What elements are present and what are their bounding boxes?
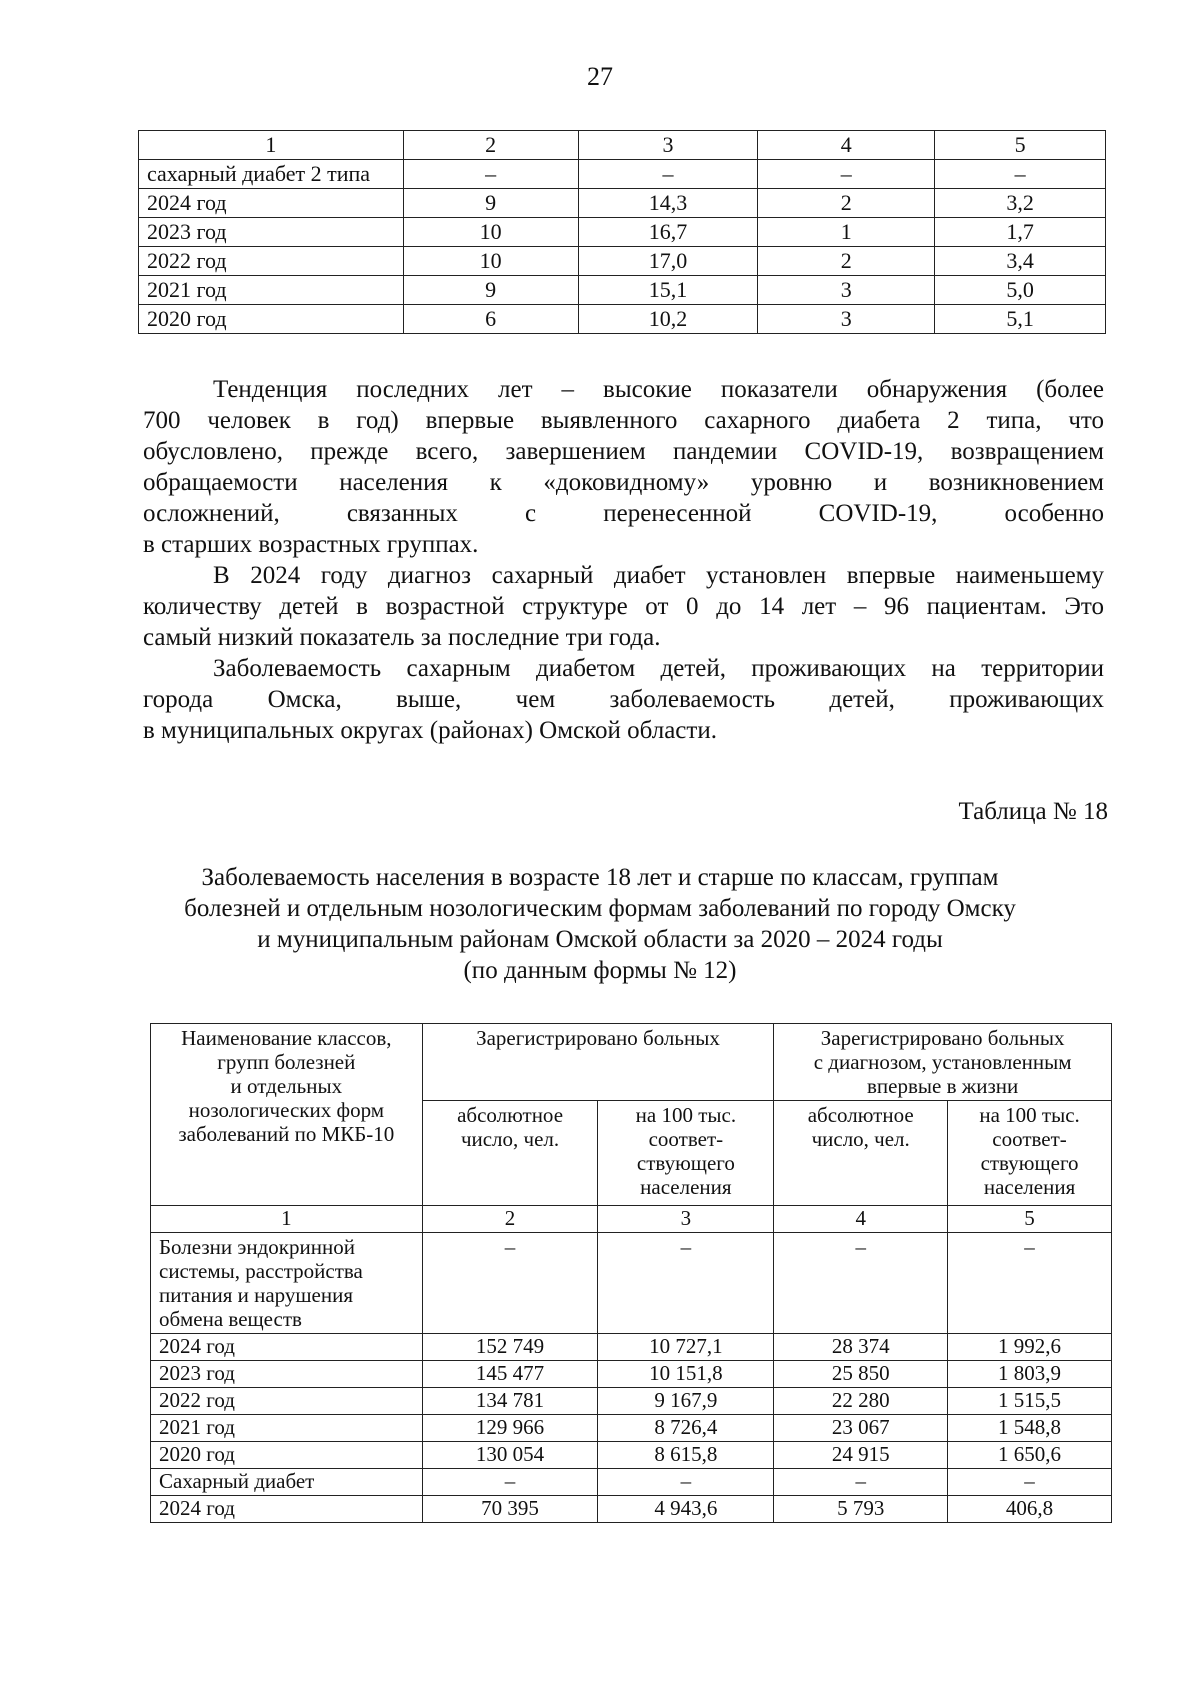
- header-class-name: Наименование классов, групп болезней и отдельных нозологических форм заболеваний по МКБ-10: [151, 1024, 423, 1206]
- text-line: в старших возрастных группах.: [143, 531, 479, 558]
- table-caption: [0, 862, 1200, 986]
- table-row: [139, 160, 1106, 189]
- table-cell: 3,4: [935, 247, 1106, 276]
- row-label: 2024 год: [151, 1496, 423, 1523]
- table-header-row: [139, 131, 1106, 160]
- table-row: [151, 1496, 1112, 1523]
- table-cell: 2: [758, 247, 935, 276]
- morbidity-table: [150, 1023, 1112, 1523]
- paragraph-omsk-children: [143, 653, 1104, 746]
- column-number: 5: [948, 1206, 1112, 1233]
- text-line: города Омска, выше, чем заболеваемость детей, проживающих: [143, 686, 1104, 713]
- table-row: [139, 276, 1106, 305]
- column-number: 2: [403, 131, 578, 160]
- table-cell: 14,3: [578, 189, 758, 218]
- table-cell: 10 727,1: [598, 1334, 774, 1361]
- table-row: [139, 305, 1106, 334]
- column-number: 5: [935, 131, 1106, 160]
- caption-line: Заболеваемость населения в возрасте 18 лет и старше по классам, группам: [201, 864, 999, 891]
- header-registered-first-time: Зарегистрировано больных с диагнозом, установленным впервые в жизни: [774, 1024, 1112, 1101]
- paragraph-trend: [143, 374, 1104, 560]
- text-line: самый низкий показатель за последние три года.: [143, 624, 661, 651]
- text-line: осложнений, связанных с перенесенной COVID-19, особенно: [143, 500, 1104, 527]
- table-cell: –: [774, 1233, 948, 1334]
- table-cell: 9 167,9: [598, 1388, 774, 1415]
- table-row: [151, 1334, 1112, 1361]
- table-cell: 1,7: [935, 218, 1106, 247]
- column-number: 4: [774, 1206, 948, 1233]
- caption-line: болезней и отдельным нозологическим формам заболеваний по городу Омску: [184, 895, 1016, 922]
- row-label: 2020 год: [139, 305, 404, 334]
- table-cell: 23 067: [774, 1415, 948, 1442]
- row-label: 2023 год: [139, 218, 404, 247]
- table-cell: 1 803,9: [948, 1361, 1112, 1388]
- table-cell: 3: [758, 276, 935, 305]
- table-cell: –: [935, 160, 1106, 189]
- text-line: обращаемости населения к «доковидному» уровню и возникновением: [143, 469, 1104, 496]
- text-line: в муниципальных округах (районах) Омской области.: [143, 717, 717, 744]
- row-label: 2020 год: [151, 1442, 423, 1469]
- table-cell: 16,7: [578, 218, 758, 247]
- table-row: [151, 1388, 1112, 1415]
- table-cell: –: [422, 1233, 598, 1334]
- table-cell: 9: [403, 276, 578, 305]
- table-row: [151, 1233, 1112, 1334]
- table-cell: 8 726,4: [598, 1415, 774, 1442]
- paragraph-children-2024: [143, 560, 1104, 653]
- column-number: 1: [139, 131, 404, 160]
- row-label: Сахарный диабет: [151, 1469, 423, 1496]
- table-cell: –: [948, 1469, 1112, 1496]
- column-number: 3: [578, 131, 758, 160]
- table-label: Таблица № 18: [958, 798, 1108, 825]
- row-label: 2022 год: [139, 247, 404, 276]
- table-cell: 10: [403, 247, 578, 276]
- table-cell: 24 915: [774, 1442, 948, 1469]
- table-cell: 145 477: [422, 1361, 598, 1388]
- table-cell: –: [422, 1469, 598, 1496]
- column-number: 3: [598, 1206, 774, 1233]
- table-cell: 10 151,8: [598, 1361, 774, 1388]
- table-cell: 1 992,6: [948, 1334, 1112, 1361]
- table-cell: 22 280: [774, 1388, 948, 1415]
- table-cell: 3,2: [935, 189, 1106, 218]
- top-table: [138, 130, 1106, 334]
- table-row: [151, 1469, 1112, 1496]
- column-number: 4: [758, 131, 935, 160]
- table-cell: 4 943,6: [598, 1496, 774, 1523]
- table-cell: 6: [403, 305, 578, 334]
- table-cell: 152 749: [422, 1334, 598, 1361]
- table-header-row: [151, 1024, 1112, 1101]
- header-absolute: абсолютное число, чел.: [774, 1101, 948, 1206]
- table-row: [151, 1415, 1112, 1442]
- row-label: Болезни эндокринной системы, расстройства питания и нарушения обмена веществ: [151, 1233, 423, 1334]
- table-cell: 5,1: [935, 305, 1106, 334]
- table-cell: 10,2: [578, 305, 758, 334]
- row-label: 2022 год: [151, 1388, 423, 1415]
- table-cell: 1 515,5: [948, 1388, 1112, 1415]
- table-cell: –: [578, 160, 758, 189]
- table-cell: –: [948, 1233, 1112, 1334]
- table-cell: 5,0: [935, 276, 1106, 305]
- table-cell: 1 650,6: [948, 1442, 1112, 1469]
- row-label: 2023 год: [151, 1361, 423, 1388]
- table-cell: 28 374: [774, 1334, 948, 1361]
- caption-line: и муниципальным районам Омской области за 2020 – 2024 годы: [257, 926, 943, 953]
- table-cell: 10: [403, 218, 578, 247]
- table-row: [139, 218, 1106, 247]
- table-cell: 2: [758, 189, 935, 218]
- table-cell: 129 966: [422, 1415, 598, 1442]
- table-cell: 134 781: [422, 1388, 598, 1415]
- column-number: 2: [422, 1206, 598, 1233]
- table-cell: 130 054: [422, 1442, 598, 1469]
- table-cell: –: [758, 160, 935, 189]
- table-row: [151, 1361, 1112, 1388]
- text-line: Тенденция последних лет – высокие показатели обнаружения (более: [213, 376, 1104, 403]
- table-cell: 25 850: [774, 1361, 948, 1388]
- text-line: Заболеваемость сахарным диабетом детей, проживающих на территории: [213, 655, 1104, 682]
- text-line: 700 человек в год) впервые выявленного сахарного диабета 2 типа, что: [143, 407, 1104, 434]
- column-number-row: [151, 1206, 1112, 1233]
- table-cell: 1: [758, 218, 935, 247]
- page-number: 27: [587, 62, 613, 91]
- header-per-100k: на 100 тыс. соответ- ствующего населения: [598, 1101, 774, 1206]
- header-absolute: абсолютное число, чел.: [422, 1101, 598, 1206]
- table-cell: 70 395: [422, 1496, 598, 1523]
- text-line: количеству детей в возрастной структуре от 0 до 14 лет – 96 пациентам. Это: [143, 593, 1104, 620]
- table-cell: 406,8: [948, 1496, 1112, 1523]
- column-number: 1: [151, 1206, 423, 1233]
- table-cell: 9: [403, 189, 578, 218]
- row-label: 2024 год: [139, 189, 404, 218]
- table-cell: 5 793: [774, 1496, 948, 1523]
- row-label: сахарный диабет 2 типа: [139, 160, 404, 189]
- table-row: [139, 189, 1106, 218]
- row-label: 2021 год: [139, 276, 404, 305]
- header-per-100k: на 100 тыс. соответ- ствующего населения: [948, 1101, 1112, 1206]
- table-cell: –: [403, 160, 578, 189]
- table-cell: 17,0: [578, 247, 758, 276]
- table-cell: 15,1: [578, 276, 758, 305]
- caption-line: (по данным формы № 12): [463, 957, 737, 984]
- table-cell: –: [598, 1233, 774, 1334]
- table-cell: 8 615,8: [598, 1442, 774, 1469]
- text-line: обусловлено, прежде всего, завершением пандемии COVID-19, возвращением: [143, 438, 1104, 465]
- table-cell: 1 548,8: [948, 1415, 1112, 1442]
- text-line: В 2024 году диагноз сахарный диабет установлен впервые наименьшему: [213, 562, 1104, 589]
- table-row: [151, 1442, 1112, 1469]
- header-registered: Зарегистрировано больных: [422, 1024, 774, 1101]
- table-cell: –: [598, 1469, 774, 1496]
- row-label: 2024 год: [151, 1334, 423, 1361]
- table-cell: 3: [758, 305, 935, 334]
- table-row: [139, 247, 1106, 276]
- row-label: 2021 год: [151, 1415, 423, 1442]
- table-cell: –: [774, 1469, 948, 1496]
